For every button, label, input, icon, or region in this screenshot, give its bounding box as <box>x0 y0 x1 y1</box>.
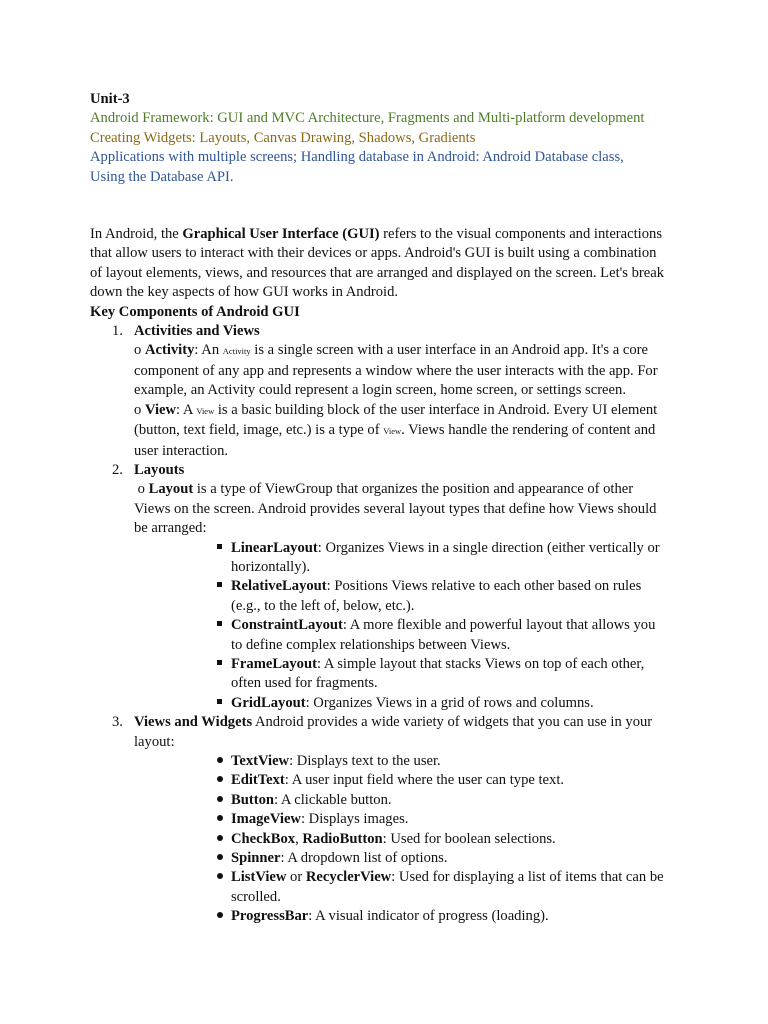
section-views-widgets <box>90 713 690 926</box>
section-layouts <box>90 461 690 713</box>
unit-header <box>90 90 690 187</box>
list-item: ListView or RecyclerView: Used for displaying a list of items that can be <box>90 868 690 887</box>
round-bullet-icon <box>217 835 223 841</box>
round-bullet-icon <box>217 873 223 879</box>
activity-text: component of any app and represents a window where the user interacts with the app. For <box>134 362 658 379</box>
square-bullet-icon <box>217 660 222 665</box>
code-activity: Activity <box>222 346 251 357</box>
list-item: CheckBox, RadioButton: Used for boolean selections. <box>90 830 690 849</box>
list-item: LinearLayout: Organizes Views in a single direction (either vertically or <box>90 539 690 558</box>
round-bullet-icon <box>217 815 223 821</box>
section-title: Activities and Views <box>134 323 260 340</box>
unit-title: Unit-3 <box>90 91 130 107</box>
layout-definition: o Layout is a type of ViewGroup that organizes the position and appearance of other <box>134 481 634 498</box>
list-item: FrameLayout: A simple layout that stacks Views on top of each other, <box>90 655 690 674</box>
square-bullet-icon <box>217 544 222 549</box>
view-text: (button, text field, image, etc.) is a type of View. Views handle the rendering of content and <box>134 422 656 439</box>
list-item-continuation: to define complex relationships between Views. <box>231 636 511 653</box>
code-view: View <box>196 405 215 416</box>
list-item-continuation: horizontally). <box>231 558 311 575</box>
list-item-continuation: often used for fragments. <box>231 675 378 692</box>
list-item: ProgressBar: A visual indicator of progress (loading). <box>90 907 690 926</box>
topic-line-widgets: Creating Widgets: Layouts, Canvas Drawing, Shadows, Gradients <box>90 129 476 146</box>
list-item-continuation: (e.g., to the left of, below, etc.). <box>231 597 415 614</box>
round-bullet-icon <box>217 757 223 763</box>
section-title: Views and Widgets <box>134 714 253 731</box>
section-title: Layouts <box>134 461 185 478</box>
code-view: View <box>383 426 402 437</box>
intro-text: In Android, the <box>90 226 183 243</box>
section-activities-views <box>90 322 690 461</box>
intro-text: of layout elements, views, and resources that are arranged and displayed on the screen. Let's break <box>90 264 664 281</box>
section-text: layout: <box>134 733 175 750</box>
view-text: user interaction. <box>134 442 229 459</box>
round-bullet-icon <box>217 776 223 782</box>
topic-line-database-1: Applications with multiple screens; Handling database in Android: Android Database class, <box>90 149 624 166</box>
list-number: 3. <box>112 714 123 731</box>
round-bullet-icon <box>217 854 223 860</box>
list-item: EditText: A user input field where the user can type text. <box>90 771 690 790</box>
topic-line-framework: Android Framework: GUI and MVC Architecture, Fragments and Multi-platform development <box>90 110 645 127</box>
list-item: TextView: Displays text to the user. <box>90 752 690 771</box>
list-number: 2. <box>112 461 123 478</box>
section-text: Android provides a wide variety of widgets that you can use in your <box>252 714 653 731</box>
list-item: GridLayout: Organizes Views in a grid of rows and columns. <box>90 694 690 713</box>
intro-text: refers to the visual components and interactions <box>379 226 663 243</box>
view-definition: o View: A View is a basic building block of the user interface in Android. Every UI element <box>134 401 658 418</box>
list-item-continuation: scrolled. <box>231 888 281 905</box>
layout-text: be arranged: <box>134 520 207 537</box>
intro-term-gui: Graphical User Interface (GUI) <box>182 226 380 243</box>
square-bullet-icon <box>217 621 222 626</box>
activity-definition: o Activity: An Activity is a single screen with a user interface in an Android app. It's a core <box>134 342 648 359</box>
list-item: ConstraintLayout: A more flexible and powerful layout that allows you <box>90 616 690 635</box>
topic-line-database-2: Using the Database API. <box>90 168 234 185</box>
list-item: Button: A clickable button. <box>90 791 690 810</box>
round-bullet-icon <box>217 912 223 918</box>
intro-text: that allow users to interact with their devices or apps. Android's GUI is built using a combination <box>90 245 657 262</box>
list-item: RelativeLayout: Positions Views relative to each other based on rules <box>90 577 690 596</box>
widgets-list <box>90 752 690 927</box>
activity-text: example, an Activity could represent a login screen, home screen, or settings screen. <box>134 382 626 399</box>
list-item: ImageView: Displays images. <box>90 810 690 829</box>
list-number: 1. <box>112 323 123 340</box>
document-page <box>90 90 690 927</box>
square-bullet-icon <box>217 582 222 587</box>
intro-paragraph <box>90 225 690 303</box>
layout-types-list <box>90 539 690 714</box>
list-item: Spinner: A dropdown list of options. <box>90 849 690 868</box>
round-bullet-icon <box>217 796 223 802</box>
intro-text: down the key aspects of how GUI works in Android. <box>90 284 399 301</box>
layout-text: Views on the screen. Android provides several layout types that define how Views should <box>134 500 657 517</box>
key-components-heading: Key Components of Android GUI <box>90 303 300 320</box>
square-bullet-icon <box>217 699 222 704</box>
